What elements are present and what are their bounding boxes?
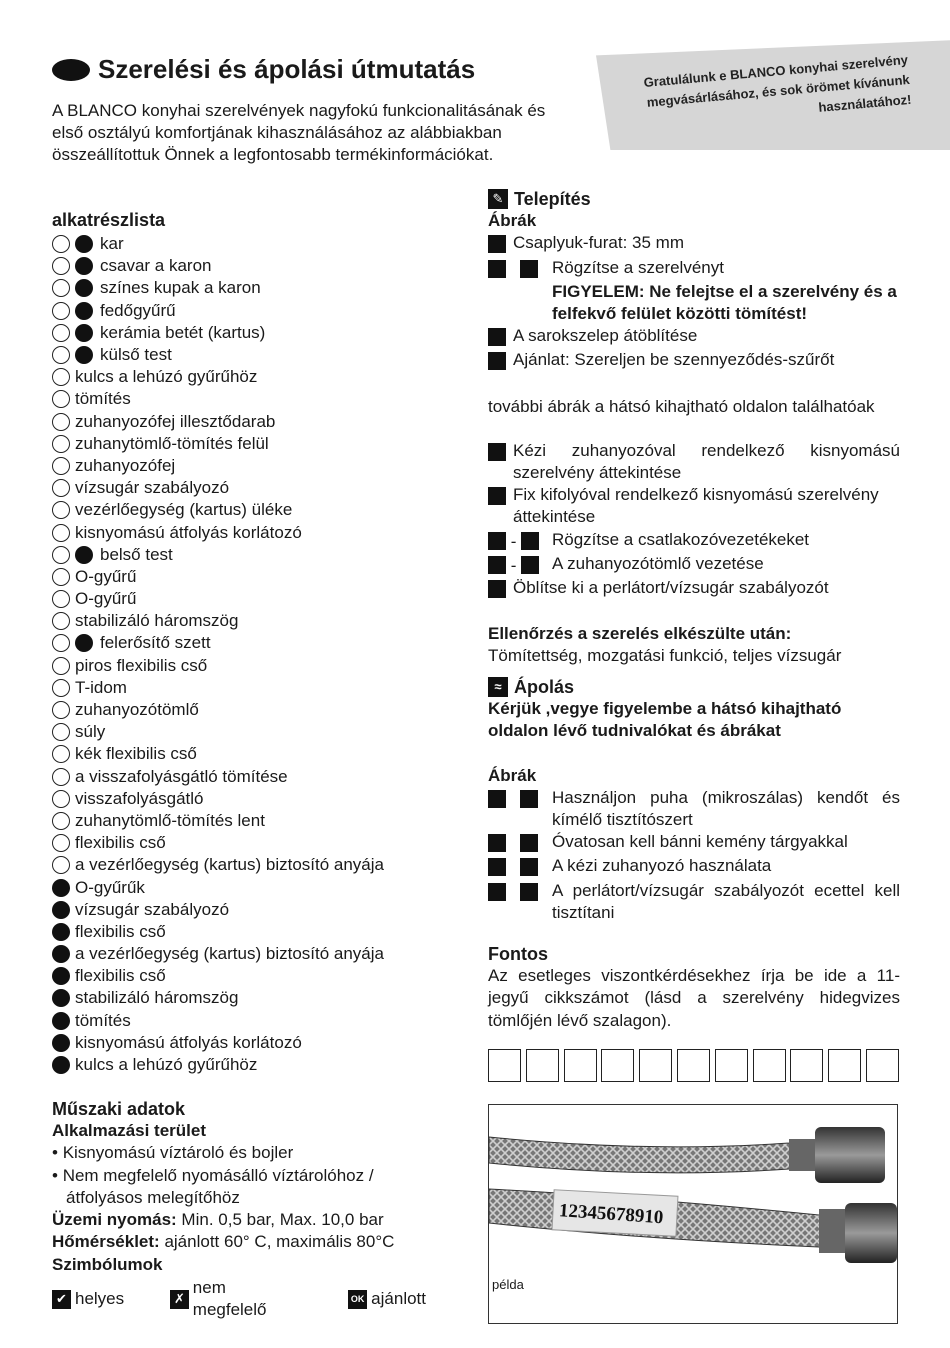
symbols-legend: [52, 1277, 472, 1322]
figure-marker: [488, 328, 506, 346]
article-digit-box[interactable]: [639, 1049, 672, 1082]
figure-marker: [520, 858, 538, 876]
parts-list-item: [52, 233, 384, 255]
parts-list-item: [52, 411, 384, 433]
article-number-boxes: [488, 1049, 904, 1082]
care-section: [488, 676, 900, 924]
bullet-text: Nem megfelelő nyomásálló víztárolóhoz /: [62, 1165, 374, 1185]
photo-caption: példa: [492, 1277, 524, 1292]
part-label: piros flexibilis cső: [75, 655, 208, 675]
care-row: [488, 855, 900, 879]
open-circle-marker: [52, 701, 70, 719]
part-label: O-gyűrűk: [75, 877, 145, 897]
open-circle-marker: [52, 634, 70, 652]
filled-circle-marker: [75, 324, 93, 342]
congrats-banner-text: Gratulálunk e BLANCO konyhai szerelvény megvásárlásához, és sok örömet kívánunk használatához!: [643, 51, 912, 115]
check-icon: ✔: [52, 1290, 71, 1309]
figure-marker: [488, 790, 506, 808]
parts-list-item: [52, 1010, 384, 1032]
install-warning: [488, 281, 900, 325]
filled-circle-marker: [52, 1056, 70, 1074]
install-step-text: Öblítse ki a perlátort/vízsugár szabályozót: [513, 578, 829, 598]
care-step-text: Használjon puha (mikroszálas) kendőt és kímélő tisztítószert: [552, 787, 900, 830]
care-note: Kérjük ,vegye figyelembe a hátsó kihajtható oldalon lévő tudnivalókat és ábrákat: [488, 699, 842, 741]
range-dash: -: [510, 555, 517, 575]
important-section: [488, 943, 900, 1032]
cross-icon: ✗: [170, 1290, 189, 1309]
open-circle-marker: [52, 302, 70, 320]
parts-list-item: [52, 987, 384, 1009]
application-bullet-2-cont: átfolyásos melegítőhöz: [66, 1187, 240, 1207]
intro-text: A BLANCO konyhai szerelvények nagyfokú funkcionalitásának és első osztályú komfortjának kihasználásához az alábbiakban összeállítottuk Önnek a legfontosabb termékinformációkat.: [52, 101, 546, 164]
part-label: a visszafolyásgátló tömítése: [75, 766, 288, 786]
parts-list-item: [52, 455, 384, 477]
open-circle-marker: [52, 235, 70, 253]
care-row: [488, 880, 900, 924]
filled-circle-marker: [75, 546, 93, 564]
filled-circle-marker: [75, 235, 93, 253]
parts-list-item: [52, 277, 384, 299]
part-label: T-idom: [75, 677, 127, 697]
figure-marker: [488, 443, 506, 461]
figure-marker: [521, 532, 539, 550]
figure-marker: [488, 834, 506, 852]
part-label: kisnyomású átfolyás korlátozó: [75, 1032, 302, 1052]
open-circle-marker: [52, 723, 70, 741]
cleaning-icon: ≈: [488, 677, 508, 697]
filled-circle-marker: [75, 257, 93, 275]
install-step-text: Ajánlat: Szereljen be szennyeződés-szűrőt: [513, 350, 835, 370]
important-text: Az esetleges viszontkérdésekhez írja be ide a 11-jegyű cikkszámot (lásd a szerelvény hidegvizes tömlőjén lévő szalagon).: [488, 966, 900, 1030]
article-digit-box[interactable]: [601, 1049, 634, 1082]
parts-list-item: [52, 610, 384, 632]
part-label: színes kupak a karon: [100, 278, 261, 298]
part-label: O-gyűrű: [75, 566, 137, 586]
open-circle-marker: [52, 501, 70, 519]
parts-list-item: [52, 1032, 384, 1054]
care-step-text: A kézi zuhanyozó használata: [552, 856, 772, 876]
installation-figures-label: Ábrák: [488, 211, 537, 231]
part-label: zuhanyozótömlő: [75, 700, 199, 720]
range-dash: -: [510, 531, 517, 551]
lower-ferrule: [819, 1209, 845, 1253]
parts-list-item: [52, 322, 384, 344]
article-digit-box[interactable]: [866, 1049, 899, 1082]
filled-circle-marker: [52, 989, 70, 1007]
parts-list-item: [52, 255, 384, 277]
upper-ferrule: [789, 1139, 815, 1171]
care-step-text: A perlátort/vízsugár szabályozót ecettel kell tisztítani: [552, 880, 900, 922]
figure-marker: [520, 834, 538, 852]
article-digit-box[interactable]: [526, 1049, 559, 1082]
install-step-text: A zuhanyozótömlő vezetése: [552, 553, 764, 573]
part-label: stabilizáló háromszög: [75, 611, 239, 631]
parts-list-item: [52, 544, 384, 566]
application-bullet-1: • Kisnyomású víztároló és bojler: [52, 1143, 294, 1163]
open-circle-marker: [52, 568, 70, 586]
parts-list-item: [52, 433, 384, 455]
part-label: külső test: [100, 345, 172, 365]
part-label: súly: [75, 722, 106, 742]
care-row: [488, 787, 900, 831]
care-title: [488, 676, 900, 698]
page-title-text: Szerelési és ápolási útmutatás: [98, 54, 476, 84]
part-label: vízsugár szabályozó: [75, 478, 230, 498]
install-row: [488, 349, 900, 373]
figure-marker: [488, 235, 506, 253]
part-label: felerősítő szett: [100, 633, 211, 653]
symbols-title: Szimbólumok: [52, 1254, 163, 1274]
parts-list-item: [52, 677, 384, 699]
open-circle-marker: [52, 856, 70, 874]
temperature-value: ajánlott 60° C, maximális 80°C: [159, 1232, 395, 1252]
part-label: zuhanytömlő-tömítés felül: [75, 433, 269, 453]
open-circle-marker: [52, 612, 70, 630]
parts-list-item: [52, 588, 384, 610]
filled-circle-marker: [75, 634, 93, 652]
install-row: [488, 440, 900, 484]
parts-list-item: [52, 832, 384, 854]
part-label: kulcs a lehúzó gyűrűhöz: [75, 1055, 258, 1075]
wrench-icon: ✎: [488, 189, 508, 209]
install-row: [488, 325, 900, 349]
part-label: visszafolyásgátló: [75, 788, 204, 808]
part-label: fedőgyűrű: [100, 300, 176, 320]
care-row: [488, 831, 900, 855]
part-label: O-gyűrű: [75, 589, 137, 609]
article-digit-box[interactable]: [753, 1049, 786, 1082]
article-digit-box[interactable]: [564, 1049, 597, 1082]
installation-section: [488, 188, 900, 668]
filled-circle-marker: [52, 901, 70, 919]
application-bullet-2: • Nem megfelelő nyomásálló víztárolóhoz /: [52, 1165, 374, 1185]
parts-list-item: [52, 876, 384, 898]
part-label: kék flexibilis cső: [75, 744, 197, 764]
open-circle-marker: [52, 657, 70, 675]
part-label: tömítés: [75, 1010, 131, 1030]
install-row: [488, 577, 900, 601]
pressure-value: Min. 0,5 bar, Max. 10,0 bar: [176, 1210, 384, 1230]
part-label: kerámia betét (kartus): [100, 322, 266, 342]
filled-circle-marker: [52, 923, 70, 941]
tech-title: Műszaki adatok: [52, 1099, 186, 1119]
parts-list-item: [52, 899, 384, 921]
check-title: Ellenőrzés a szerelés elkészülte után:: [488, 624, 792, 644]
install-step-text: Fix kifolyóval rendelkező kisnyomású szerelvény áttekintése: [513, 485, 879, 527]
part-label: a vezérlőegység (kartus) biztosító anyája: [75, 855, 384, 875]
open-circle-marker: [52, 546, 70, 564]
open-circle-marker: [52, 390, 70, 408]
filled-circle-marker: [52, 967, 70, 985]
open-circle-marker: [52, 368, 70, 386]
open-circle-marker: [52, 790, 70, 808]
install-step-text: Rögzítse a szerelvényt: [552, 257, 724, 277]
figure-marker: [488, 883, 506, 901]
parts-list-item: [52, 810, 384, 832]
figure-marker: [488, 532, 506, 550]
article-digit-box[interactable]: [828, 1049, 861, 1082]
install-row: [488, 232, 900, 256]
filled-circle-marker: [52, 879, 70, 897]
open-circle-marker: [52, 768, 70, 786]
technical-data: [52, 1098, 472, 1322]
part-label: a vezérlőegység (kartus) biztosító anyája: [75, 944, 384, 964]
parts-list-item: [52, 699, 384, 721]
open-circle-marker: [52, 479, 70, 497]
part-label: tömítés: [75, 389, 131, 409]
bullet-text: Kisnyomású víztároló és bojler: [62, 1143, 294, 1163]
install-row: [488, 529, 900, 553]
part-label: kulcs a lehúzó gyűrűhöz: [75, 367, 258, 387]
open-circle-marker: [52, 435, 70, 453]
install-step-text: A sarokszelep átöblítése: [513, 326, 698, 346]
more-figures-note: további ábrák a hátsó kihajtható oldalon találhatóak: [488, 396, 875, 416]
open-circle-marker: [52, 324, 70, 342]
parts-list-item: [52, 521, 384, 543]
open-circle-marker: [52, 590, 70, 608]
care-step-text: Óvatosan kell bánni kemény tárgyakkal: [552, 832, 848, 852]
install-step-text: Kézi zuhanyozóval rendelkező kisnyomású szerelvény áttekintése: [513, 440, 900, 483]
parts-list-item: [52, 788, 384, 810]
ok-icon: OK: [348, 1290, 367, 1309]
filled-circle-marker: [52, 945, 70, 963]
open-circle-marker: [52, 279, 70, 297]
serial-number: 12345678910: [558, 1200, 665, 1229]
part-label: kisnyomású átfolyás korlátozó: [75, 522, 302, 542]
figure-marker: [488, 260, 506, 278]
pressure-label: Üzemi nyomás:: [52, 1210, 177, 1230]
open-circle-marker: [52, 834, 70, 852]
open-circle-marker: [52, 524, 70, 542]
symbol-correct: helyes: [75, 1289, 125, 1309]
temperature: [52, 1231, 472, 1253]
parts-list-item: [52, 943, 384, 965]
installation-title-text: Telepítés: [514, 189, 591, 209]
care-title-text: Ápolás: [514, 677, 575, 697]
open-circle-marker: [52, 413, 70, 431]
important-title: Fontos: [488, 944, 548, 964]
install-row: [488, 484, 900, 528]
article-digit-box[interactable]: [790, 1049, 823, 1082]
language-oval-icon: [52, 59, 90, 81]
warning-text: FIGYELEM: Ne felejtse el a szerelvény és a felfekvő felület közötti tömítést!: [552, 281, 897, 324]
filled-circle-marker: [75, 346, 93, 364]
parts-list: [52, 233, 384, 1076]
open-circle-marker: [52, 679, 70, 697]
application-area-title: Alkalmazási terület: [52, 1121, 207, 1140]
filled-circle-marker: [75, 279, 93, 297]
article-digit-box[interactable]: [488, 1049, 521, 1082]
parts-list-item: [52, 854, 384, 876]
open-circle-marker: [52, 346, 70, 364]
part-label: vízsugár szabályozó: [75, 899, 230, 919]
article-digit-box[interactable]: [677, 1049, 710, 1082]
lower-nut: [845, 1203, 897, 1263]
part-label: zuhanyozófej: [75, 455, 176, 475]
open-circle-marker: [52, 745, 70, 763]
part-label: csavar a karon: [100, 256, 212, 276]
temperature-label: Hőmérséklet:: [52, 1232, 160, 1252]
parts-list-item: [52, 743, 384, 765]
filled-circle-marker: [75, 302, 93, 320]
filled-circle-marker: [52, 1012, 70, 1030]
figure-marker: [521, 556, 539, 574]
operating-pressure: [52, 1209, 472, 1231]
install-row: [488, 257, 900, 281]
parts-list-item: [52, 921, 384, 943]
parts-list-item: [52, 344, 384, 366]
open-circle-marker: [52, 812, 70, 830]
figure-marker: [488, 556, 506, 574]
parts-list-item: [52, 721, 384, 743]
parts-list-item: [52, 965, 384, 987]
figure-marker: [488, 487, 506, 505]
parts-list-item: [52, 477, 384, 499]
part-label: vezérlőegység (kartus) üléke: [75, 500, 293, 520]
figure-marker: [520, 260, 538, 278]
example-photo: [488, 1104, 898, 1324]
parts-list-item: [52, 300, 384, 322]
figure-marker: [488, 580, 506, 598]
parts-list-item: [52, 766, 384, 788]
upper-nut: [815, 1127, 885, 1183]
figure-marker: [520, 883, 538, 901]
figure-marker: [488, 352, 506, 370]
part-label: kar: [100, 234, 124, 254]
upper-hose: [489, 1137, 807, 1173]
parts-list-item: [52, 1054, 384, 1076]
part-label: zuhanyozófej illesztődarab: [75, 411, 276, 431]
installation-title: [488, 188, 900, 210]
open-circle-marker: [52, 457, 70, 475]
parts-list-item: [52, 655, 384, 677]
part-label: flexibilis cső: [75, 833, 166, 853]
part-label: stabilizáló háromszög: [75, 988, 239, 1008]
filled-circle-marker: [52, 1034, 70, 1052]
parts-list-item: [52, 632, 384, 654]
parts-list-item: [52, 388, 384, 410]
parts-list-title: alkatrészlista: [52, 210, 166, 230]
open-circle-marker: [52, 257, 70, 275]
page-title: [52, 54, 475, 85]
parts-list-item: [52, 366, 384, 388]
install-step-text: Rögzítse a csatlakozóvezetékeket: [552, 529, 810, 549]
parts-list-item: [52, 499, 384, 521]
figure-marker: [520, 790, 538, 808]
install-step-text: Csaplyuk-furat: 35 mm: [513, 233, 684, 253]
check-text: Tömítettség, mozgatási funkció, teljes vízsugár: [488, 646, 842, 666]
hose-illustration: [489, 1105, 897, 1323]
part-label: flexibilis cső: [75, 921, 166, 941]
symbol-incorrect: nem megfelelő: [192, 1278, 267, 1320]
care-figures-label: Ábrák: [488, 765, 537, 785]
part-label: belső test: [100, 544, 173, 564]
install-row: [488, 553, 900, 577]
symbol-recommended: ajánlott: [371, 1289, 426, 1309]
figure-marker: [488, 858, 506, 876]
part-label: flexibilis cső: [75, 966, 166, 986]
article-digit-box[interactable]: [715, 1049, 748, 1082]
parts-list-item: [52, 566, 384, 588]
part-label: zuhanytömlő-tömítés lent: [75, 810, 265, 830]
